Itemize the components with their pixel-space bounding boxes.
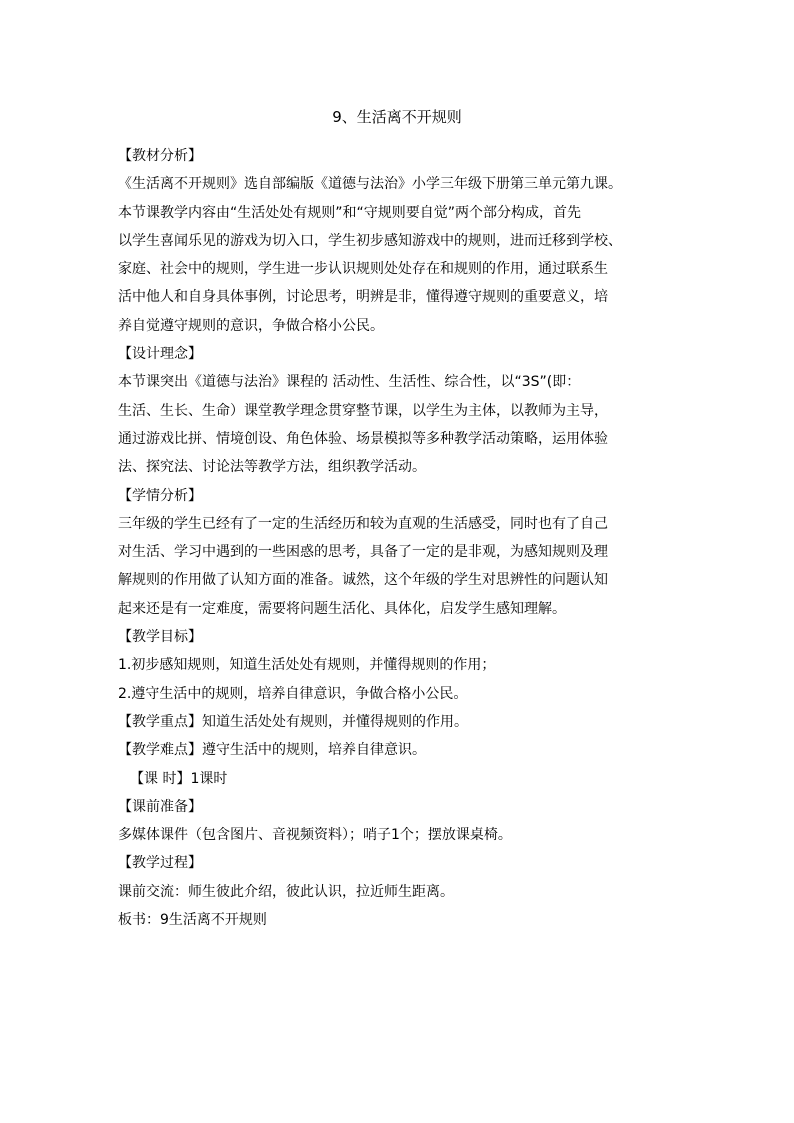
page-title: 9、生活离不开规则: [332, 108, 462, 126]
paragraph-line: 《生活离不开规则》选自部编版《道德与法治》小学三年级下册第三单元第九课。: [118, 176, 622, 193]
heading-teaching-goals: 【教学目标】: [118, 629, 202, 646]
paragraph-line: 活中他人和自身具体事例，讨论思考，明辨是非，懂得遵守规则的重要意义，培: [118, 289, 608, 306]
paragraph-line: 解规则的作用做了认知方面的准备。诚然，这个年级的学生对思辨性的问题认知: [118, 572, 608, 589]
goal-item: 1.初步感知规则，知道生活处处有规则，并懂得规则的作用；: [118, 657, 496, 674]
class-hours: 【课 时】1课时: [130, 770, 228, 787]
heading-textbook-analysis: 【教材分析】: [118, 148, 202, 164]
preparation-text: 多媒体课件（包含图片、音视频资料）；哨子1个；摆放课桌椅。: [118, 827, 512, 844]
paragraph-line: 本节课教学内容由“生活处处有规则”和“守规则要自觉”两个部分构成，首先: [118, 204, 582, 221]
paragraph-line: 通过游戏比拼、情境创设、角色体验、场景模拟等多种教学活动策略，运用体验: [118, 430, 608, 447]
teaching-key-point: 【教学重点】知道生活处处有规则，并懂得规则的作用。: [118, 713, 468, 730]
goal-item: 2.遵守生活中的规则，培养自律意识，争做合格小公民。: [118, 685, 468, 702]
paragraph-line: 以学生喜闻乐见的游戏为切入口，学生初步感知游戏中的规则，进而迁移到学校、: [118, 232, 622, 249]
paragraph-line: 生活、生长、生命）课堂教学理念贯穿整节课，以学生为主体，以教师为主导，: [118, 402, 608, 419]
process-text: 课前交流：师生彼此介绍，彼此认识，拉近师生距离。: [118, 883, 454, 900]
document-body: [118, 142, 684, 934]
paragraph-line: 家庭、社会中的规则，学生进一步认识规则处处存在和规则的作用，通过联系生: [118, 261, 608, 278]
paragraph-line: 本节课突出《道德与法治》课程的 活动性、生活性、综合性，以“3S”(即：: [118, 374, 581, 391]
board-writing: 板书：9生活离不开规则: [118, 912, 267, 929]
teaching-difficulty: 【教学难点】遵守生活中的规则，培养自律意识。: [118, 742, 426, 759]
paragraph-line: 养自觉遵守规则的意识，争做合格小公民。: [118, 317, 384, 334]
paragraph-line: 三年级的学生已经有了一定的生活经历和较为直观的生活感受，同时也有了自己: [118, 515, 608, 532]
paragraph-line: 起来还是有一定难度，需要将问题生活化、具体化，启发学生感知理解。: [118, 600, 566, 617]
heading-learner-analysis: 【学情分析】: [118, 487, 202, 504]
heading-teaching-process: 【教学过程】: [118, 855, 202, 872]
heading-preparation: 【课前准备】: [118, 798, 202, 815]
heading-design-concept: 【设计理念】: [118, 346, 202, 363]
paragraph-line: 对生活、学习中遇到的一些困惑的思考，具备了一定的是非观，为感知规则及理: [118, 544, 608, 561]
paragraph-line: 法、探究法、讨论法等教学方法，组织教学活动。: [118, 459, 426, 476]
